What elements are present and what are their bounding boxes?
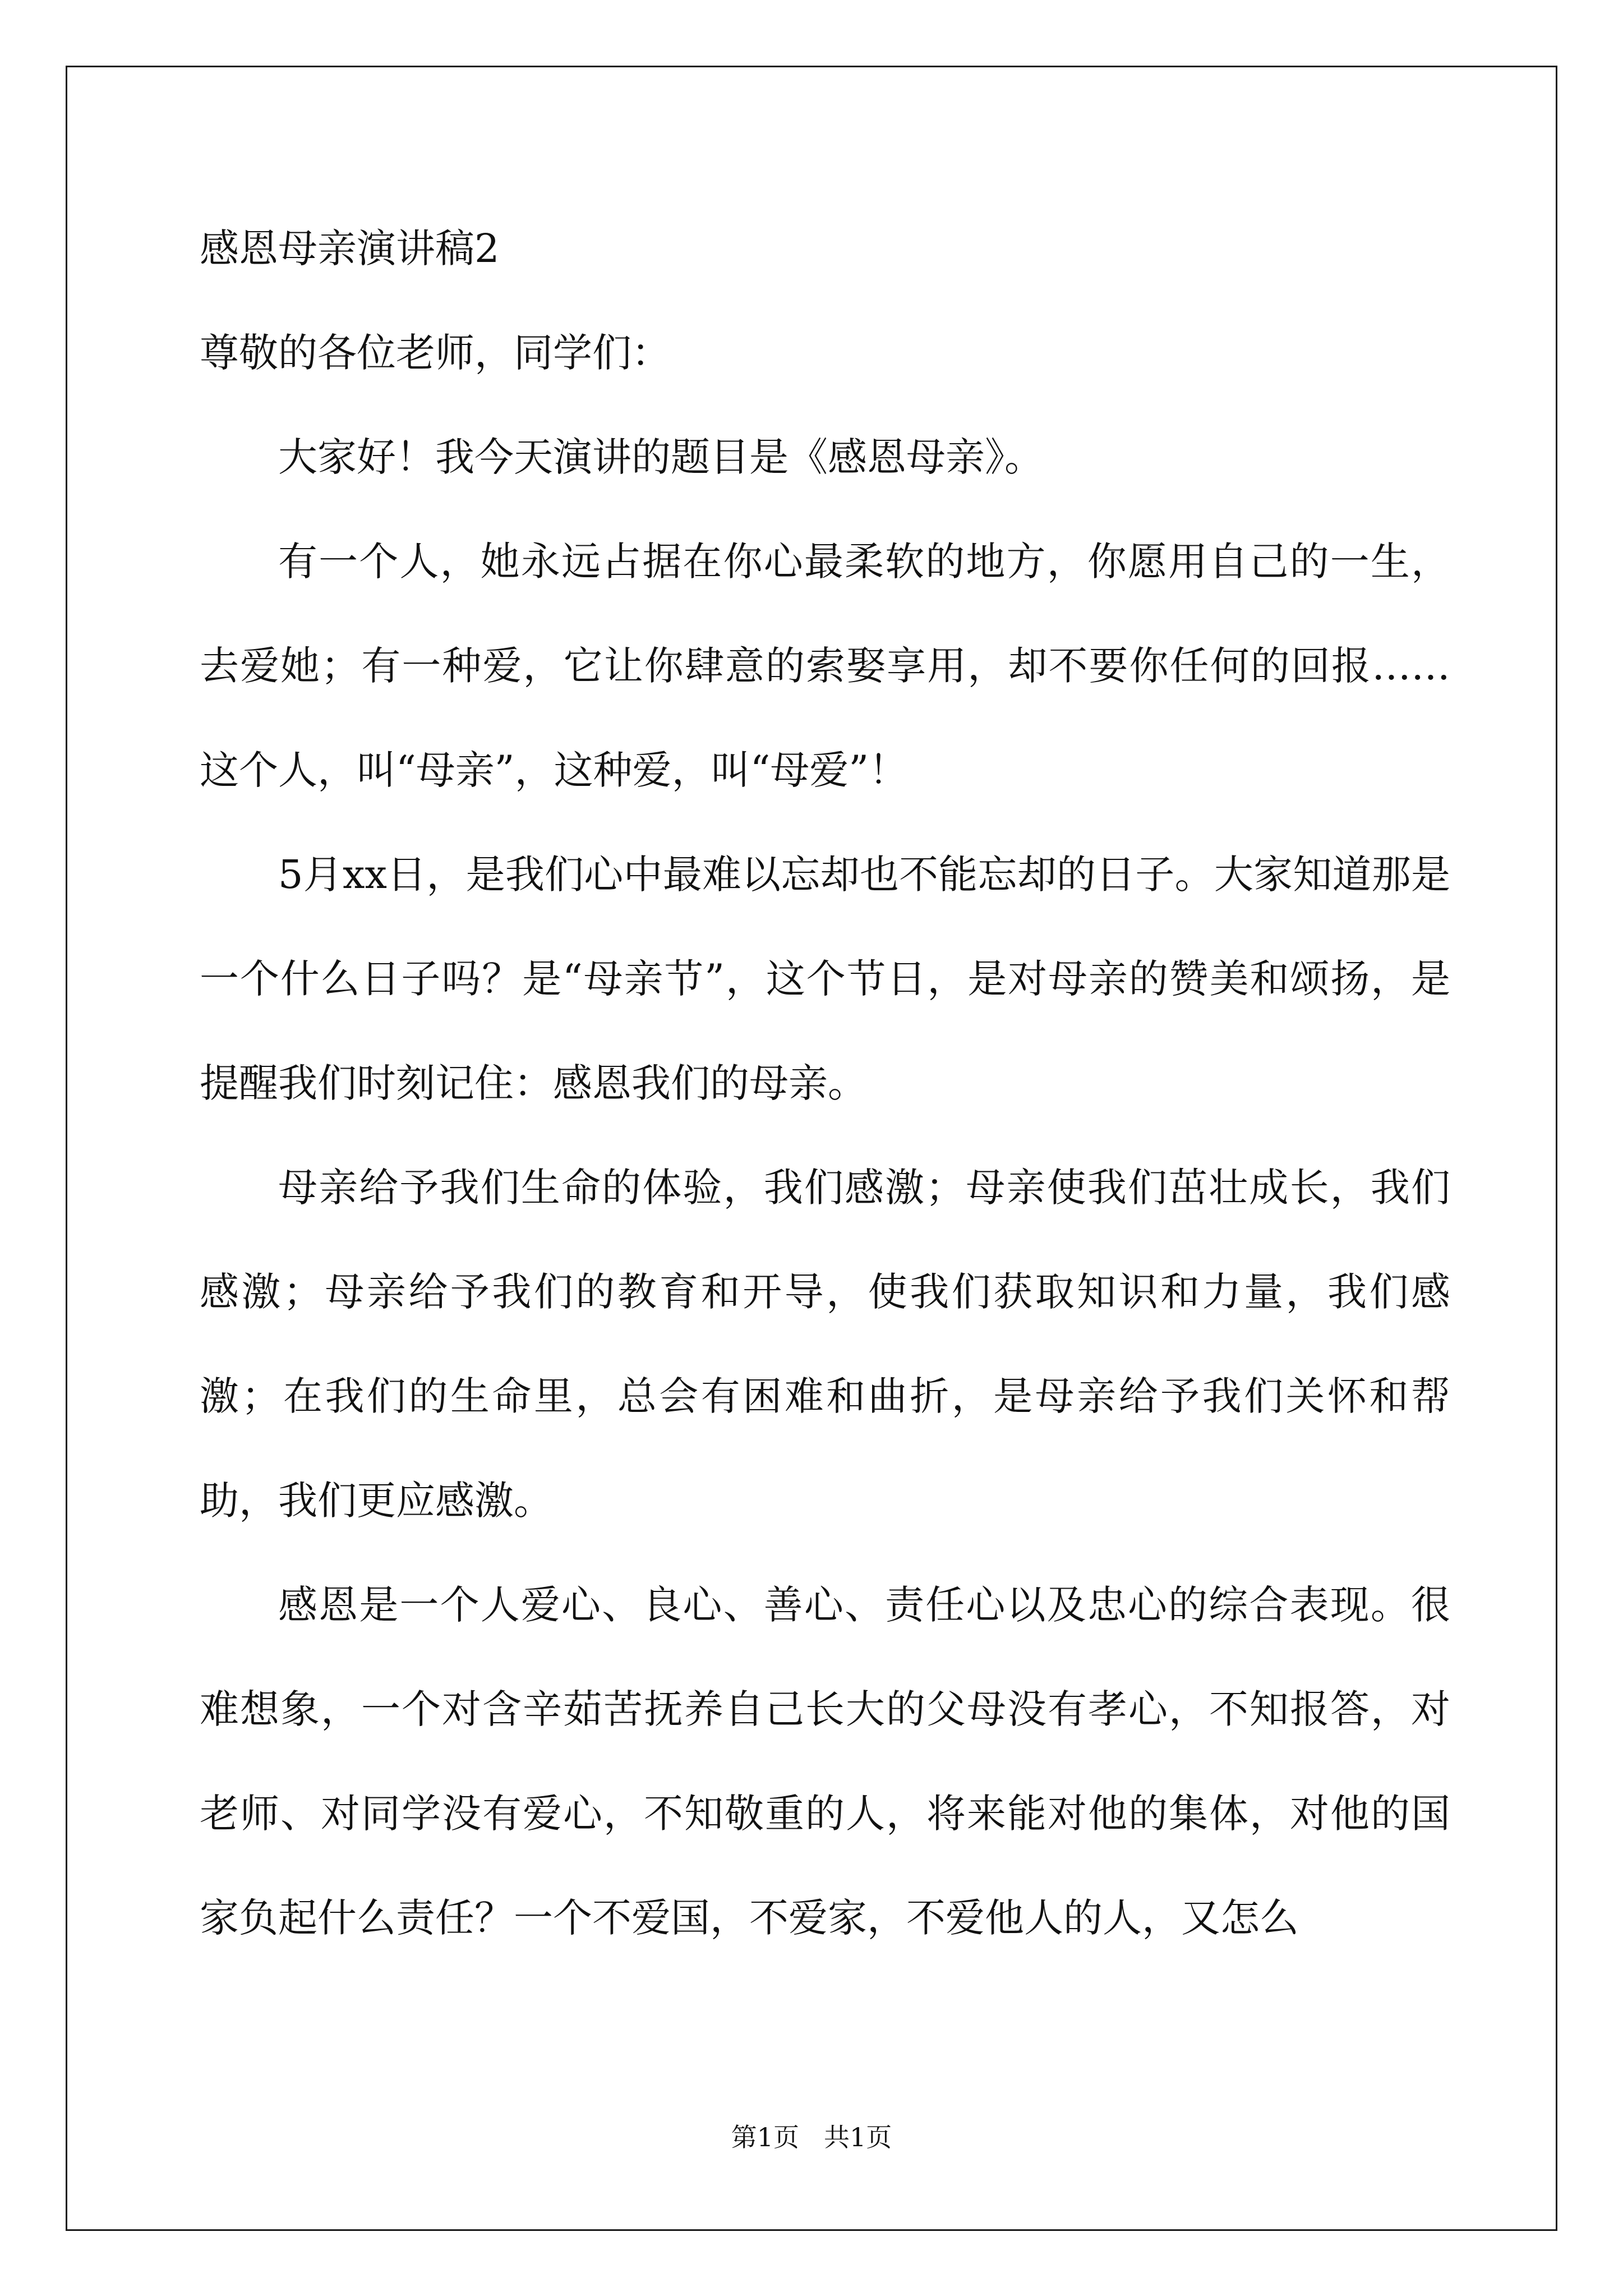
page-total: 共1页: [823, 2122, 892, 2152]
paragraph: 有一个人，她永远占据在你心最柔软的地方，你愿用自己的一生，去爱她；有一种爱，它让你肆意的索娶享用，却不要你任何的回报……这个人，叫“母亲”，这种爱，叫“母爱”！: [200, 539, 1450, 793]
paragraph: 大家好！我今天演讲的题目是《感恩母亲》。: [278, 434, 1044, 480]
page-number: 第1页: [731, 2122, 800, 2152]
salutation: 尊敬的各位老师，同学们：: [200, 330, 671, 376]
paragraph: 感恩是一个人爱心、良心、善心、责任心以及忠心的综合表现。很难想象，一个对含辛茹苦抚养自己长大的父母没有孝心，不知报答，对老师、对同学没有爱心，不知敬重的人，将来能对他的集体，对他的国家负起什么责任？一个不爱国，不爱家，不爱他人的人，又怎么: [200, 1582, 1450, 1941]
document-body: [200, 196, 1450, 1970]
paragraph: 母亲给予我们生命的体验，我们感激；母亲使我们茁壮成长，我们感激；母亲给予我们的教育和开导，使我们获取知识和力量，我们感激；在我们的生命里，总会有困难和曲折，是母亲给予我们关怀和帮助，我们更应感激。: [200, 1165, 1450, 1524]
page-footer: [0, 2120, 1623, 2154]
paragraph: 5月xx日，是我们心中最难以忘却也不能忘却的日子。大家知道那是一个什么日子吗？是“母亲节”，这个节日，是对母亲的赞美和颂扬，是提醒我们时刻记住：感恩我们的母亲。: [200, 852, 1450, 1106]
document-title: 感恩母亲演讲稿2: [200, 226, 500, 272]
